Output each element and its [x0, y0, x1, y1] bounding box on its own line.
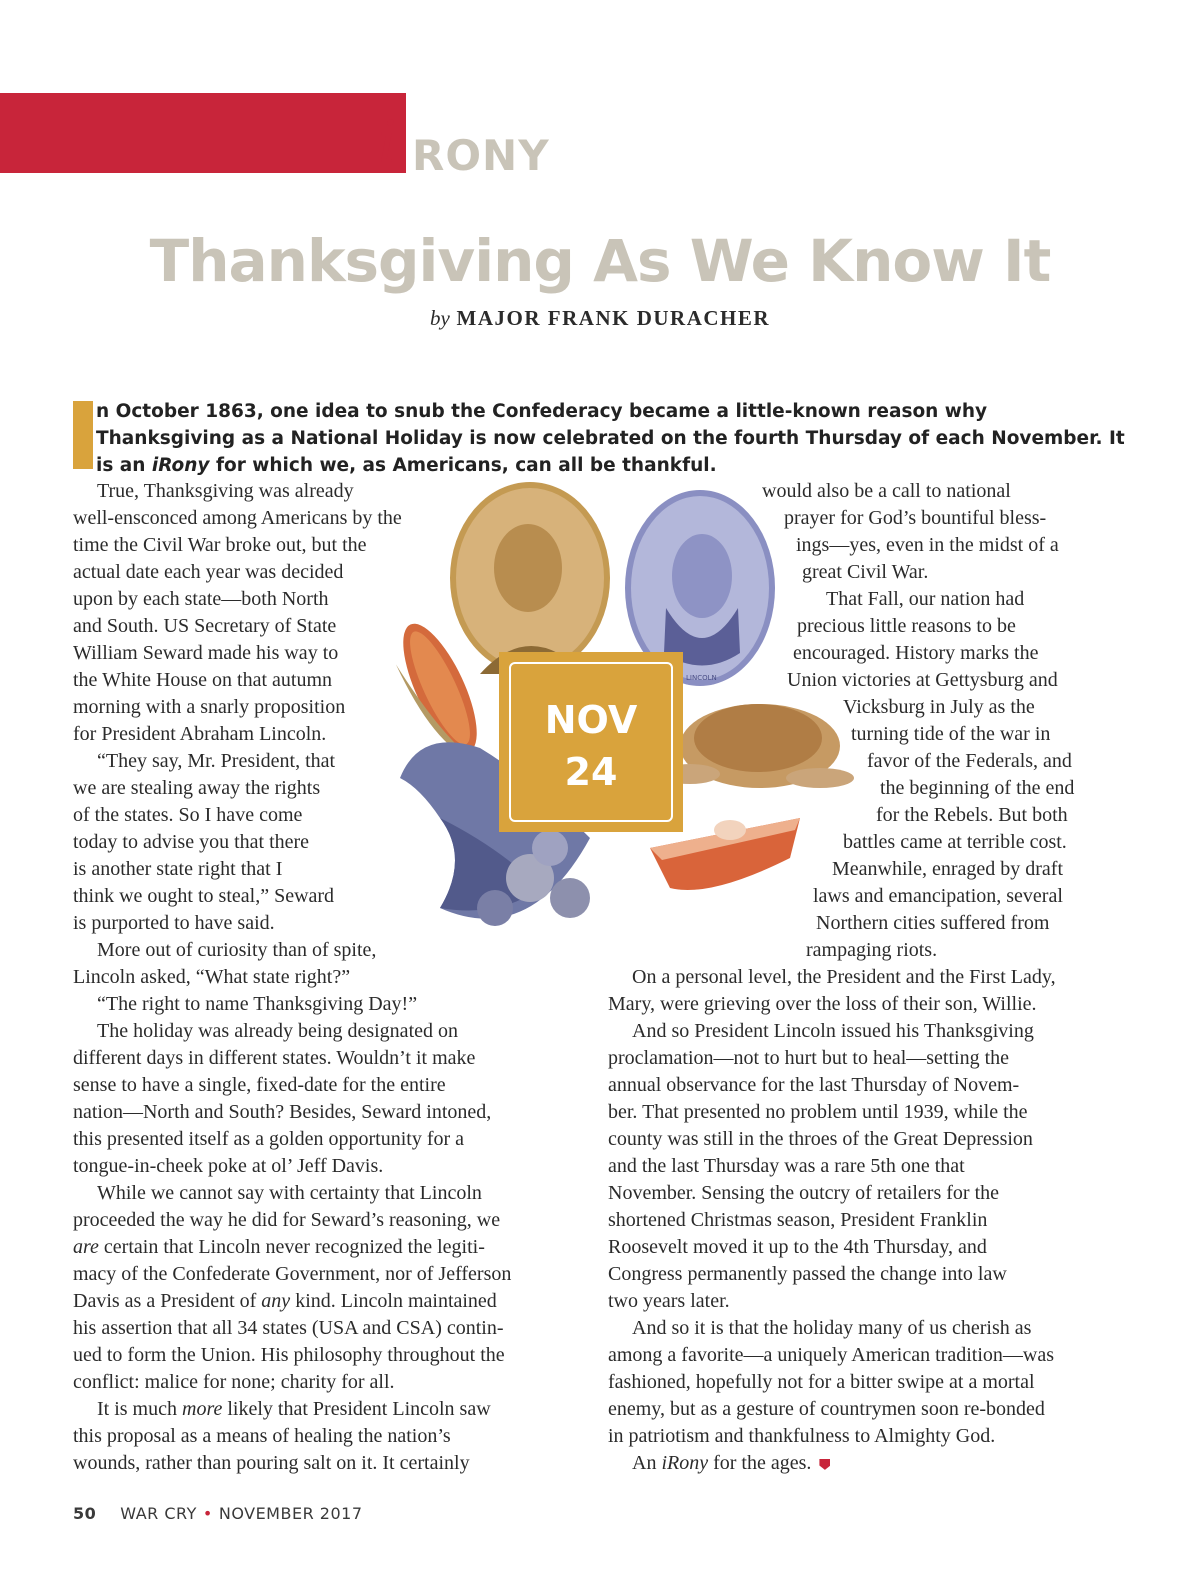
text-line: William Seward made his way to	[73, 642, 339, 664]
text-line: conflict: malice for none; charity for all.	[73, 1371, 395, 1393]
text-line: would also be a call to national	[762, 480, 1011, 502]
section-label-i: i	[378, 108, 397, 176]
text-line: Meanwhile, enraged by draft	[832, 858, 1064, 880]
text-line: The holiday was already being designated on	[97, 1020, 458, 1042]
magazine-name: WAR CRY	[120, 1504, 197, 1523]
text-line: today to advise you that there	[73, 831, 310, 853]
end-mark-icon	[819, 1459, 830, 1470]
text-line: two years later.	[608, 1290, 730, 1312]
text-line: enemy, but as a gesture of countrymen soon re-bonded	[608, 1398, 1045, 1420]
drop-cap	[73, 401, 93, 469]
text-line: among a favorite—a uniquely American tradition—was	[608, 1344, 1054, 1366]
text-line: Congress permanently passed the change into law	[608, 1263, 1007, 1285]
text-line: well-ensconced among Americans by the	[73, 507, 402, 529]
text-line: prayer for God’s bountiful bless-	[784, 507, 1047, 529]
text-line: nation—North and South? Besides, Seward intoned,	[73, 1101, 492, 1123]
text-line: Lincoln asked, “What state right?”	[73, 966, 351, 988]
text-line: are certain that Lincoln never recognized the legiti-	[73, 1236, 485, 1258]
text-line: More out of curiosity than of spite,	[97, 939, 377, 961]
text-line: time the Civil War broke out, but the	[73, 534, 367, 556]
page-footer	[73, 1504, 363, 1523]
lede-text: n October 1863, one idea to snub the Confederacy became a little-known reason why Thanksgiving as a National Holiday is now celebrated on the fourth Thursday of each November. It is an	[96, 401, 1125, 476]
text-line: wounds, rather than pouring salt on it. It certainly	[73, 1452, 470, 1474]
text-line: is purported to have said.	[73, 912, 275, 934]
text-line: precious little reasons to be	[797, 615, 1016, 637]
byline-author: MAJOR FRANK DURACHER	[456, 306, 771, 330]
text-line: in patriotism and thankfulness to Almighty God.	[608, 1425, 996, 1447]
text-line: think we ought to steal,” Seward	[73, 885, 335, 907]
text-line: great Civil War.	[802, 561, 929, 583]
text-line: and the last Thursday was a rare 5th one that	[608, 1155, 965, 1177]
text-line: And so President Lincoln issued his Thanksgiving	[632, 1020, 1034, 1042]
text-line: and South. US Secretary of State	[73, 615, 337, 637]
text-line: And so it is that the holiday many of us cherish as	[632, 1317, 1032, 1339]
text-line: Union victories at Gettysburg and	[787, 669, 1058, 691]
text-line: actual date each year was decided	[73, 561, 344, 583]
text-line: “They say, Mr. President, that	[97, 750, 336, 772]
text-line: ings—yes, even in the midst of a	[796, 534, 1059, 556]
text-line: sense to have a single, fixed-date for the entire	[73, 1074, 446, 1096]
text-line: True, Thanksgiving was already	[97, 480, 354, 502]
text-line: tongue-in-cheek poke at ol’ Jeff Davis.	[73, 1155, 384, 1177]
text-line: ber. That presented no problem until 1939, while the	[608, 1101, 1028, 1123]
text-line: rampaging riots.	[806, 939, 938, 961]
text-line: proceeded the way he did for Seward’s reasoning, we	[73, 1209, 501, 1231]
text-line: this proposal as a means of healing the nation’s	[73, 1425, 451, 1447]
text-line: “The right to name Thanksgiving Day!”	[97, 993, 418, 1015]
date-badge-day: 24	[564, 750, 618, 794]
byline	[0, 306, 1200, 331]
text-line: Mary, were grieving over the loss of their son, Willie.	[608, 993, 1037, 1015]
section-banner-bar	[0, 93, 406, 176]
closing-line	[632, 1450, 830, 1477]
text-line: battles came at terrible cost.	[843, 831, 1067, 853]
text-line: ued to form the Union. His philosophy throughout the	[73, 1344, 505, 1366]
text-line: we are stealing away the rights	[73, 777, 321, 799]
text-line: shortened Christmas season, President Franklin	[608, 1209, 988, 1231]
date-badge	[499, 652, 683, 832]
lede-irony: iRony	[151, 455, 210, 476]
text-line: laws and emancipation, several	[813, 885, 1063, 907]
text-line: upon by each state—both North	[73, 588, 329, 610]
roosevelt-portrait	[450, 482, 610, 674]
date-badge-frame	[509, 662, 673, 822]
text-line: Northern cities suffered from	[816, 912, 1050, 934]
footer-separator: •	[202, 1504, 213, 1523]
text-line: encouraged. History marks the	[793, 642, 1039, 664]
text-line: November. Sensing the outcry of retailers for the	[608, 1182, 999, 1204]
portrait-caption: LINCOLN	[686, 674, 717, 682]
text-line: Vicksburg in July as the	[843, 696, 1035, 718]
text-line: fashioned, hopefully not for a bitter swipe at a mortal	[608, 1371, 1035, 1393]
text-line: An iRony for the ages.	[632, 1452, 812, 1474]
text-line: is another state right that I	[73, 858, 283, 880]
text-line: Davis as a President of any kind. Lincoln maintained	[73, 1290, 497, 1312]
lede-paragraph	[96, 398, 1126, 479]
text-line: Roosevelt moved it up to the 4th Thursday, and	[608, 1236, 987, 1258]
text-line: of the states. So I have come	[73, 804, 303, 826]
text-line: his assertion that all 34 states (USA and CSA) contin-	[73, 1317, 504, 1339]
text-line: turning tide of the war in	[851, 723, 1051, 745]
text-line: county was still in the throes of the Great Depression	[608, 1128, 1033, 1150]
text-line: this presented itself as a golden opportunity for a	[73, 1128, 465, 1150]
page-number: 50	[73, 1504, 97, 1523]
article-title: Thanksgiving As We Know It	[149, 227, 1051, 295]
text-line: favor of the Federals, and	[867, 750, 1072, 772]
text-line: That Fall, our nation had	[826, 588, 1025, 610]
byline-prefix: by	[429, 306, 450, 330]
text-line: morning with a snarly proposition	[73, 696, 346, 718]
text-line: While we cannot say with certainty that Lincoln	[97, 1182, 482, 1204]
section-label: RONY	[412, 131, 550, 180]
text-line: On a personal level, the President and the First Lady,	[632, 966, 1056, 988]
text-line: the White House on that autumn	[73, 669, 333, 691]
text-line: for President Abraham Lincoln.	[73, 723, 327, 745]
text-line: It is much more likely that President Lincoln saw	[97, 1398, 491, 1420]
text-line: the beginning of the end	[880, 777, 1075, 799]
issue-date: NOVEMBER 2017	[218, 1504, 363, 1523]
text-line: proclamation—not to hurt but to heal—setting the	[608, 1047, 1010, 1069]
text-line: different days in different states. Wouldn’t it make	[73, 1047, 476, 1069]
lede-text-end: for which we, as Americans, can all be thankful.	[209, 455, 717, 476]
date-badge-month: NOV	[544, 698, 638, 742]
text-line: macy of the Confederate Government, nor of Jefferson	[73, 1263, 512, 1285]
text-line: for the Rebels. But both	[876, 804, 1068, 826]
turkey-icon	[660, 704, 854, 788]
text-line: annual observance for the last Thursday of Novem-	[608, 1074, 1020, 1096]
